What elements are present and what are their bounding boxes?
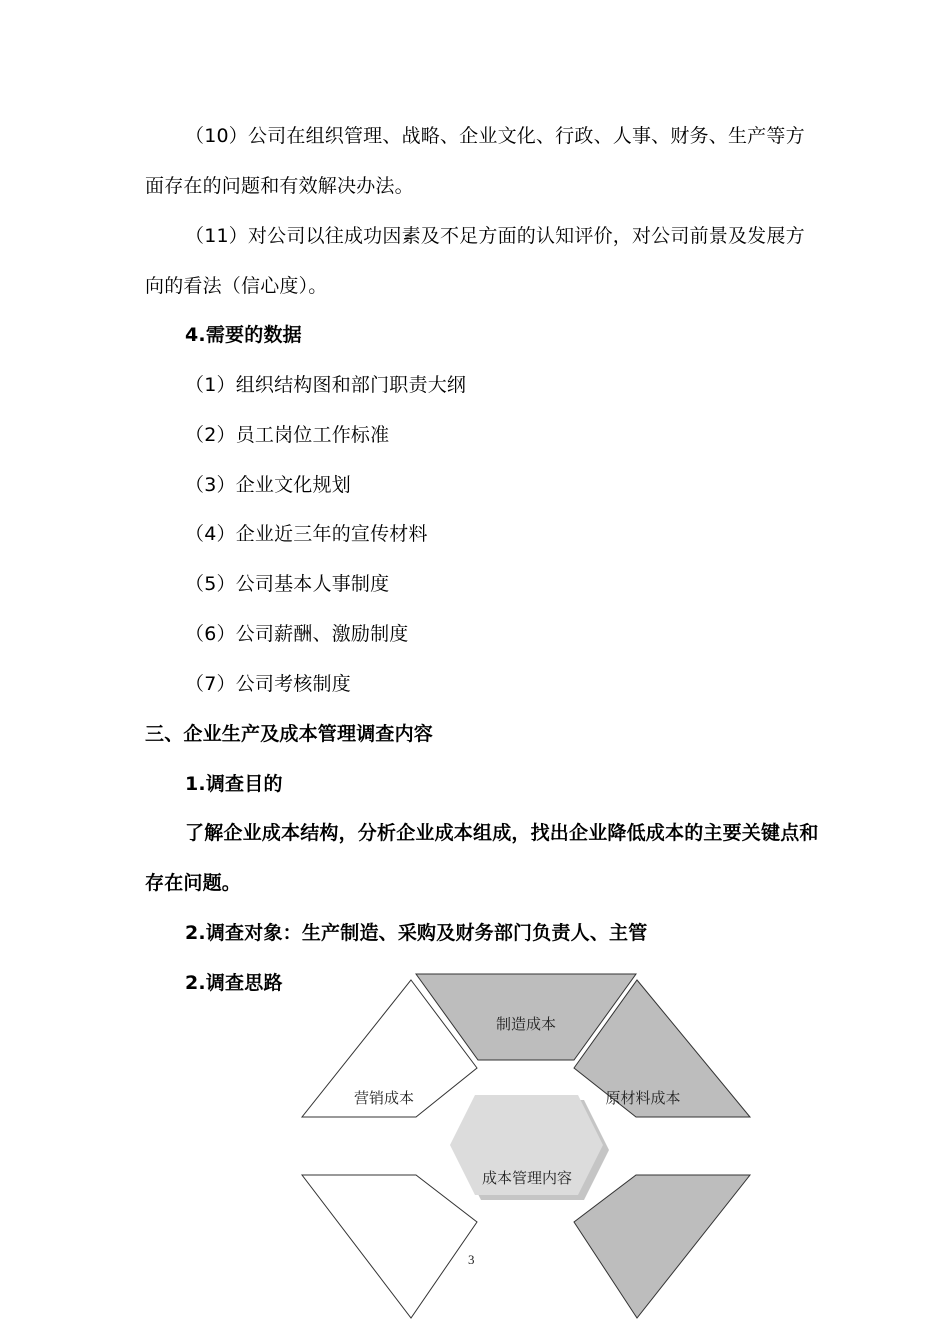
paragraph-10-line-2: 面存在的问题和有效解决办法。 (145, 175, 414, 197)
paragraph-10-line-1: （10）公司在组织管理、战略、企业文化、行政、人事、财务、生产等方 (185, 125, 805, 147)
list-item: （7）公司考核制度 (185, 673, 351, 695)
paragraph-11-line-1: （11）对公司以往成功因素及不足方面的认知评价，对公司前景及发展方 (185, 225, 805, 247)
center-label: 成本管理内容 (481, 1169, 573, 1187)
page-number: 3 (468, 1252, 475, 1267)
survey-target: 2.调查对象：生产制造、采购及财务部门负责人、主管 (185, 922, 648, 944)
list-item: （2）员工岗位工作标准 (185, 424, 390, 446)
list-item: （6）公司薪酬、激励制度 (185, 623, 409, 645)
bottom-left-segment (302, 1175, 477, 1318)
section-3-heading: 三、企业生产及成本管理调查内容 (145, 723, 434, 745)
bottom-right-segment (574, 1175, 750, 1318)
paragraph-11-line-2: 向的看法（信心度）。 (145, 275, 328, 297)
top-left-segment-label: 营销成本 (353, 1089, 415, 1107)
top-right-segment-label: 原材料成本 (605, 1089, 681, 1107)
section-4-heading: 4.需要的数据 (185, 324, 302, 346)
approach-heading: 2.调查思路 (185, 972, 283, 994)
list-item: （3）企业文化规划 (185, 474, 351, 496)
list-item: （4）企业近三年的宣传材料 (185, 523, 428, 545)
purpose-line-2: 存在问题。 (145, 872, 242, 894)
top-segment-label: 制造成本 (495, 1015, 557, 1033)
purpose-line-1: 了解企业成本结构，分析企业成本组成，找出企业降低成本的主要关键点和 (185, 822, 819, 844)
list-item: （5）公司基本人事制度 (185, 573, 390, 595)
list-item: （1）组织结构图和部门职责大纲 (185, 374, 467, 396)
purpose-heading: 1.调查目的 (185, 773, 283, 795)
